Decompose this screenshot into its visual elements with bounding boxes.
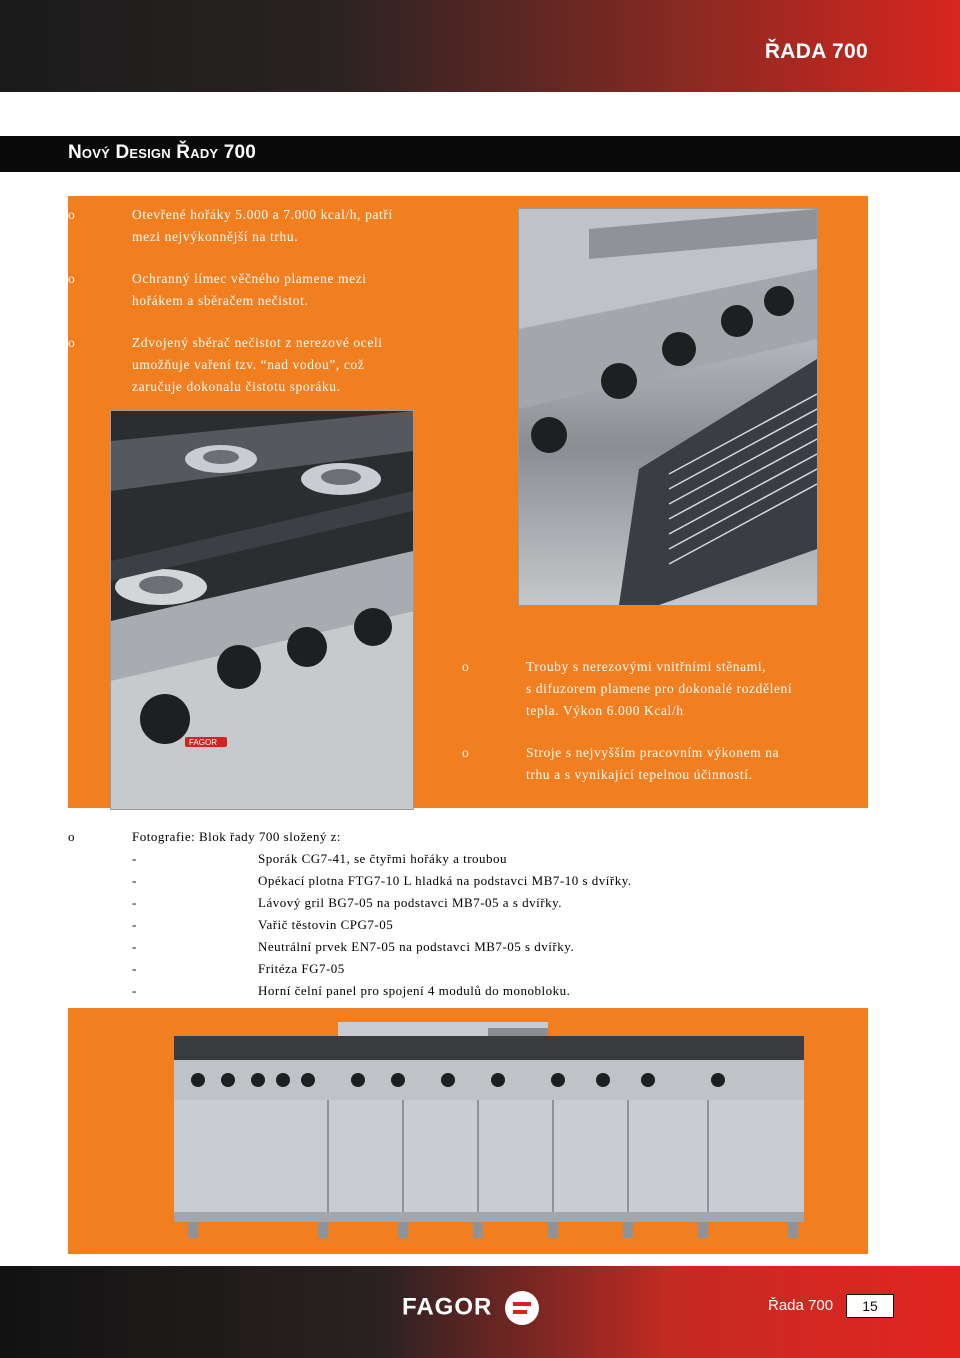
photo-burners-closeup bbox=[110, 410, 414, 810]
kitchen-block-illustration bbox=[68, 1008, 868, 1254]
list-item-text: Sporák CG7-41, se čtyřmi hořáky a troubou bbox=[258, 851, 508, 866]
oven-illustration bbox=[519, 209, 817, 605]
bullet-burners bbox=[68, 204, 468, 248]
bullet-performance bbox=[462, 742, 862, 786]
bullet-marker: o bbox=[68, 207, 75, 222]
footer-series-label: Řada 700 bbox=[768, 1297, 834, 1314]
caption-title-row bbox=[68, 826, 341, 848]
bullet-text-line: Ochranný límec věčného plamene mezi bbox=[132, 271, 367, 286]
list-item-text: Opékací plotna FTG7-10 L hladká na podstavci MB7-10 s dvířky. bbox=[258, 873, 632, 888]
list-dash: - bbox=[132, 939, 137, 954]
photo-caption-list bbox=[68, 826, 868, 1002]
list-dash: - bbox=[132, 873, 137, 888]
fagor-logo bbox=[402, 1290, 540, 1326]
list-dash: - bbox=[132, 961, 137, 976]
bullet-marker: o bbox=[462, 745, 469, 760]
bullet-marker: o bbox=[68, 271, 75, 286]
photo-brand-label: FAGOR bbox=[189, 738, 218, 747]
bullet-text-line: umožňuje vaření tzv. “nad vodou”, což bbox=[132, 357, 365, 372]
list-item-text: Horní čelní panel pro spojení 4 modulů do monobloku. bbox=[258, 983, 571, 998]
bullet-text-line: Zdvojený sběrač nečistot z nerezové oceli bbox=[132, 335, 383, 350]
bullet-text-line: trhu a s vynikající tepelnou účinností. bbox=[526, 767, 753, 782]
list-dash: - bbox=[132, 895, 137, 910]
burners-illustration bbox=[111, 411, 413, 809]
list-dash: - bbox=[132, 983, 137, 998]
list-item-text: Fritéza FG7-05 bbox=[258, 961, 345, 976]
bullet-flame-collar bbox=[68, 268, 468, 312]
header-title: ŘADA 700 bbox=[764, 40, 868, 63]
fagor-logo-icon bbox=[504, 1290, 540, 1326]
bullet-text-line: tepla. Výkon 6.000 Kcal/h bbox=[526, 703, 684, 718]
bullet-text-line: Trouby s nerezovými vnitřními stěnami, bbox=[526, 659, 767, 674]
bullet-text-line: Stroje s nejvyšším pracovním výkonem na bbox=[526, 745, 780, 760]
bullet-text-line: s difuzorem plamene pro dokonalé rozdělení bbox=[526, 681, 793, 696]
bullet-ovens bbox=[462, 656, 862, 722]
list-dash: - bbox=[132, 917, 137, 932]
bullet-drip-tray bbox=[68, 332, 468, 398]
page-number: 15 bbox=[846, 1294, 894, 1318]
caption-title: Fotografie: Blok řady 700 složený z: bbox=[132, 829, 341, 844]
list-dash: - bbox=[132, 851, 137, 866]
intro-bullets bbox=[68, 196, 468, 404]
list-item-text: Vařič těstovin CPG7-05 bbox=[258, 917, 394, 932]
bullet-marker: o bbox=[68, 829, 75, 844]
photo-oven-closeup bbox=[518, 208, 818, 606]
bullet-text-line: mezi nejvýkonnější na trhu. bbox=[132, 229, 299, 244]
bullet-text-line: Otevřené hořáky 5.000 a 7.000 kcal/h, patří bbox=[132, 207, 393, 222]
list-item-text: Lávový gril BG7-05 na podstavci MB7-05 a s dvířky. bbox=[258, 895, 562, 910]
bullet-text-line: hořákem a sběračem nečistot. bbox=[132, 293, 309, 308]
bullet-marker: o bbox=[68, 335, 75, 350]
brand-name: FAGOR bbox=[402, 1293, 493, 1321]
bullet-text-line: zaručuje dokonalu čistotu sporáku. bbox=[132, 379, 341, 394]
bullet-marker: o bbox=[462, 659, 469, 674]
section-title: Nový Design Řady 700 bbox=[68, 142, 257, 163]
photo-kitchen-block bbox=[68, 1008, 868, 1254]
list-item-text: Neutrální prvek EN7-05 na podstavci MB7-05 s dvířky. bbox=[258, 939, 575, 954]
